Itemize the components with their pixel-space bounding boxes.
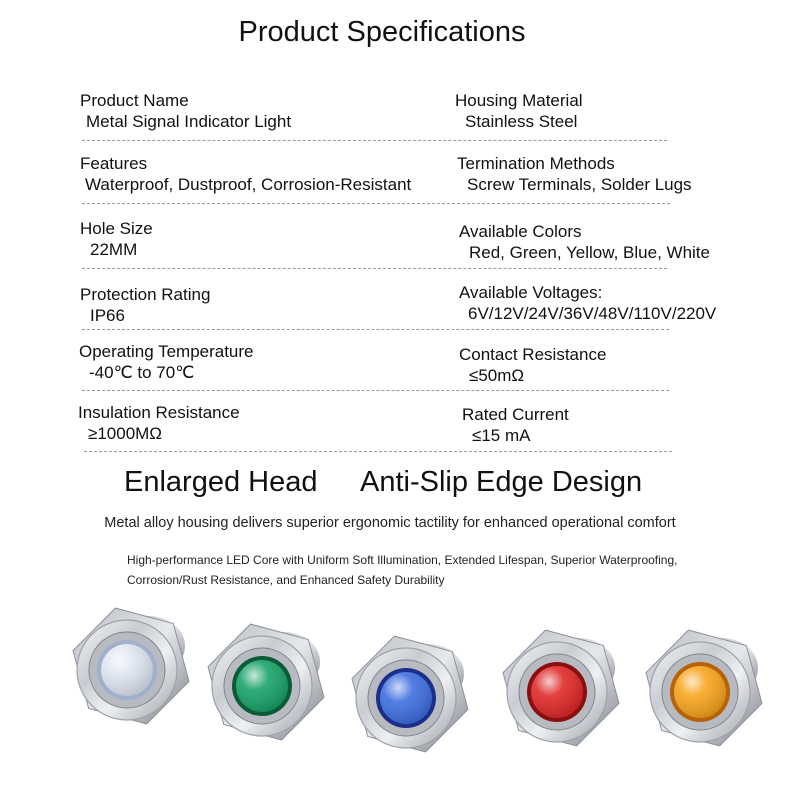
lens-gloss xyxy=(674,666,726,718)
spec-label: Protection Rating xyxy=(80,285,211,304)
heading-enlarged-head: Enlarged Head xyxy=(124,466,318,498)
heading-anti-slip-edge-design: Anti-Slip Edge Design xyxy=(360,466,643,498)
description-led-core: High-performance LED Core with Uniform Soft Illumination, Extended Lifespan, Superior Waterproofing, Corrosion/Rust Resistance, and Enhanced Safety Durability xyxy=(127,553,678,587)
spec-label: Available Voltages: xyxy=(459,283,603,302)
indicator-lights-photo xyxy=(0,590,800,800)
row-divider xyxy=(82,140,667,141)
spec-value: -40℃ to 70℃ xyxy=(89,363,195,382)
spec-label: Available Colors xyxy=(459,222,582,241)
green-indicator-light xyxy=(208,624,324,740)
spec-value: ≥1000MΩ xyxy=(88,424,163,443)
blue-indicator-light xyxy=(352,636,468,752)
spec-value: ≤50mΩ xyxy=(469,366,525,385)
row-divider xyxy=(82,329,669,330)
spec-contact-resistance xyxy=(459,344,606,386)
lens-gloss xyxy=(380,672,432,724)
lens-gloss xyxy=(101,644,153,696)
spec-value: Waterproof, Dustproof, Corrosion-Resistant xyxy=(85,175,412,194)
spec-housing-material xyxy=(455,90,583,132)
row-divider xyxy=(82,390,669,391)
spec-features xyxy=(80,153,411,195)
red-indicator-light xyxy=(503,630,619,746)
row-divider xyxy=(84,451,672,452)
spec-label: Hole Size xyxy=(80,219,153,238)
spec-available-colors xyxy=(459,221,710,263)
spec-label: Termination Methods xyxy=(457,154,615,173)
lens-gloss xyxy=(236,660,288,712)
description-housing: Metal alloy housing delivers superior ergonomic tactility for enhanced operational comfort xyxy=(104,515,676,531)
lens-gloss xyxy=(531,666,583,718)
yellow-indicator-light xyxy=(646,630,762,746)
spec-termination-methods xyxy=(457,153,692,195)
spec-value: IP66 xyxy=(90,306,125,325)
spec-value: 6V/12V/24V/36V/48V/110V/220V xyxy=(468,304,717,323)
spec-value: Stainless Steel xyxy=(465,112,578,131)
spec-protection-rating xyxy=(80,284,210,326)
spec-label: Insulation Resistance xyxy=(78,403,240,422)
spec-label: Features xyxy=(80,154,148,173)
spec-rated-current xyxy=(462,404,569,446)
spec-available-voltages xyxy=(459,282,716,324)
spec-insulation-resistance xyxy=(78,402,240,444)
row-divider xyxy=(82,268,667,269)
spec-value: Metal Signal Indicator Light xyxy=(86,112,292,131)
spec-value: Screw Terminals, Solder Lugs xyxy=(467,175,692,194)
spec-label: Contact Resistance xyxy=(459,345,607,364)
spec-label: Rated Current xyxy=(462,405,569,424)
page-title: Product Specifications xyxy=(238,16,526,48)
spec-label: Operating Temperature xyxy=(79,342,254,361)
spec-hole-size xyxy=(80,218,153,260)
row-divider xyxy=(82,203,670,204)
spec-value: 22MM xyxy=(90,240,138,259)
spec-label: Housing Material xyxy=(455,91,583,110)
spec-value: ≤15 mA xyxy=(472,426,531,445)
spec-label: Product Name xyxy=(80,91,189,110)
spec-product-name xyxy=(80,90,291,132)
white-indicator-light xyxy=(73,608,189,724)
spec-value: Red, Green, Yellow, Blue, White xyxy=(469,243,710,262)
spec-operating-temperature xyxy=(79,341,254,383)
